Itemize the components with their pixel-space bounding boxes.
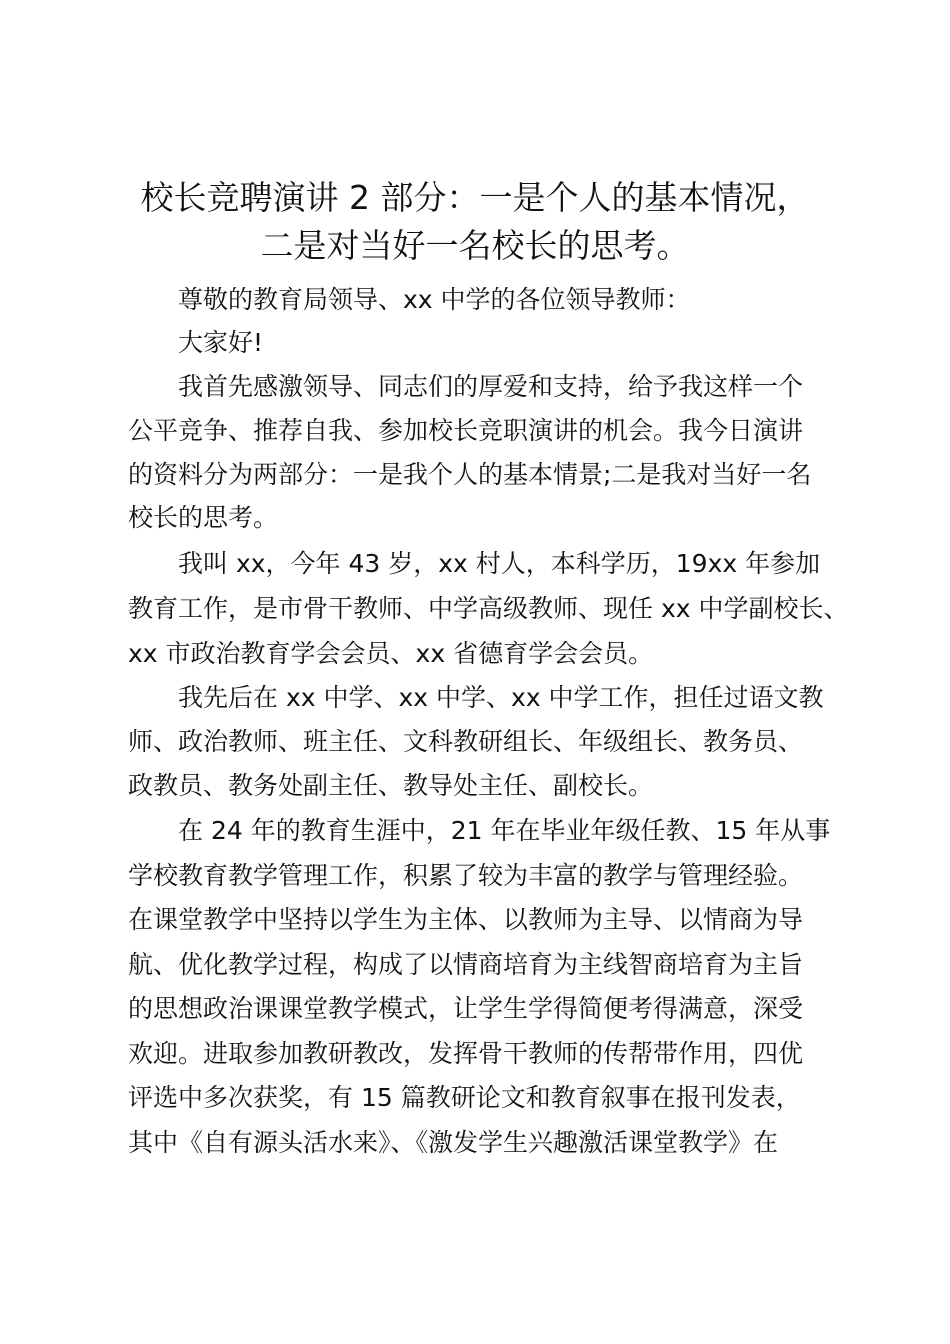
paragraph-line: 航、优化教学过程，构成了以情商培育为主线智商培育为主旨 (128, 950, 804, 979)
paragraph-line: 的思想政治课课堂教学模式，让学生学得简便考得满意，深受 (128, 994, 804, 1023)
paragraph-line: 在课堂教学中坚持以学生为主体、以教师为主导、以情商为导 (128, 905, 804, 934)
document-title-line-1: 校长竞聘演讲 2 部分：一是个人的基本情况， (140, 178, 810, 217)
document-title-line-2: 二是对当好一名校长的思考。 (260, 226, 690, 265)
paragraph-line: 师、政治教师、班主任、文科教研组长、年级组长、教务员、 (128, 727, 804, 756)
paragraph-line: 学校教育教学管理工作，积累了较为丰富的教学与管理经验。 (128, 861, 804, 890)
paragraph-line: 公平竞争、推荐自我、参加校长竞职演讲的机会。我今日演讲 (128, 416, 804, 445)
paragraph-line: 我首先感激领导、同志们的厚爱和支持，给予我这样一个 (178, 372, 804, 401)
paragraph-line: 政教员、教务处副主任、教导处主任、副校长。 (128, 771, 654, 800)
paragraph-line: 校长的思考。 (128, 503, 279, 532)
paragraph-line: 我先后在 xx 中学、xx 中学、xx 中学工作，担任过语文教 (178, 683, 824, 712)
paragraph-line: 其中《自有源头活水来》、《激发学生兴趣激活课堂教学》在 (128, 1128, 779, 1157)
paragraph-line: xx 市政治教育学会会员、xx 省德育学会会员。 (128, 639, 654, 668)
paragraph-line: 我叫 xx，今年 43 岁，xx 村人，本科学历，19xx 年参加 (178, 549, 821, 578)
paragraph-line: 评选中多次获奖，有 15 篇教研论文和教育叙事在报刊发表， (128, 1083, 801, 1112)
paragraph-line: 教育工作，是市骨干教师、中学高级教师、现任 xx 中学副校长、 (128, 594, 849, 623)
salutation: 尊敬的教育局领导、xx 中学的各位领导教师： (178, 285, 691, 314)
paragraph-line: 在 24 年的教育生涯中，21 年在毕业年级任教、15 年从事 (178, 816, 831, 845)
paragraph-line: 的资料分为两部分：一是我个人的基本情景;二是我对当好一名 (128, 460, 812, 489)
paragraph-line: 欢迎。进取参加教研教改，发挥骨干教师的传帮带作用，四优 (128, 1039, 804, 1068)
greeting: 大家好! (178, 328, 264, 357)
